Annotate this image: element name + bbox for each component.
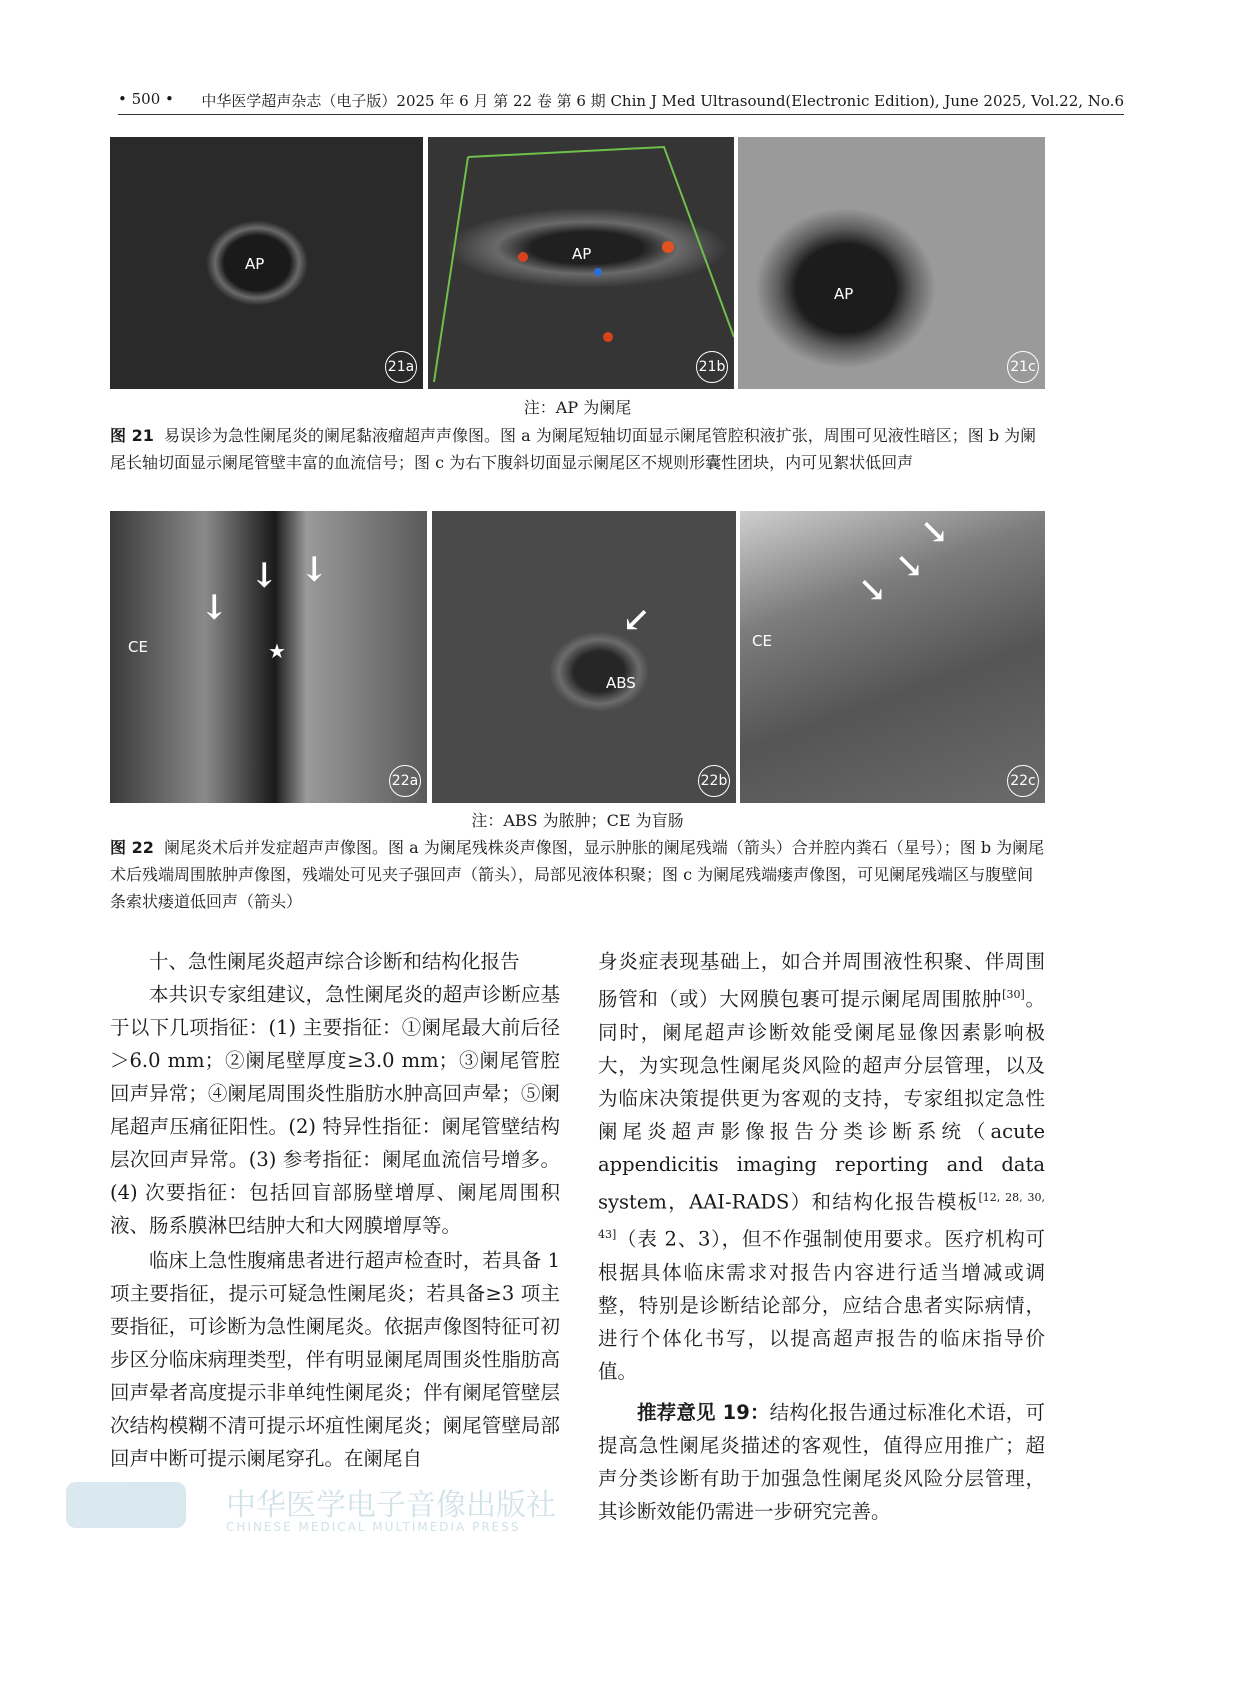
panel-label: AP [245, 255, 265, 273]
page-number: • 500 • [118, 90, 174, 108]
panel-badge: 22a [389, 765, 421, 797]
figure-21b [428, 137, 734, 389]
left-column [110, 945, 560, 1475]
watermark-cn: 中华医学电子音像出版社 [226, 1488, 556, 1523]
arrow-icon: ↓ [250, 556, 279, 596]
recommendation-text: 结构化报告通过标准化术语，可提高急性阑尾炎描述的客观性，值得应用推广；超声分类诊断有助于加强急性阑尾炎风险分层管理，其诊断效能仍需进一步研究完善。 [598, 1400, 1045, 1523]
panel-badge: 22c [1007, 765, 1039, 797]
panel-badge: 21b [696, 351, 728, 383]
panel-label: AP [572, 245, 592, 263]
section-heading: 十、急性阑尾炎超声综合诊断和结构化报告 [149, 950, 520, 973]
arrow-icon: ↙ [622, 600, 651, 640]
paragraph: 本共识专家组建议，急性阑尾炎的超声诊断应基于以下几项指征：(1) 主要指征：①阑尾最大前后径＞6.0 mm；②阑尾壁厚度≥3.0 mm；③阑尾管腔回声异常；④阑尾周围炎性脂肪水肿高回声晕；⑤阑尾超声压痛征阳性。(2) 特异性指征：阑尾管壁结构层次回声异常。(3) 参考指征：阑尾血流信号增多。(4) 次要指征：包括回盲部肠壁增厚、阑尾周围积液、肠系膜淋巴结肿大和大网膜增厚等。 [110, 983, 560, 1237]
star-icon: ★ [268, 639, 286, 663]
publisher-watermark [66, 1474, 566, 1544]
arrow-icon: ↘ [920, 512, 949, 552]
figure-22a [110, 511, 427, 803]
figure-22c [740, 511, 1045, 803]
arrow-icon: ↘ [895, 546, 924, 586]
journal-citation: 中华医学超声杂志（电子版）2025 年 6 月 第 22 卷 第 6 期 Chin J Med Ultrasound(Electronic Edition), June 2025, Vol.22, No.6 [201, 92, 1124, 110]
panel-label: AP [834, 285, 854, 303]
figure-21c [738, 137, 1045, 389]
right-column [598, 945, 1045, 1528]
figure-22b [432, 511, 736, 803]
arrow-icon: ↓ [200, 588, 229, 628]
caption-text: 阑尾炎术后并发症超声声像图。图 a 为阑尾残株炎声像图，显示肿胀的阑尾残端（箭头）合并腔内粪石（星号）；图 b 为阑尾术后残端周围脓肿声像图，残端处可见夹子强回声（箭头），局部见液体积聚；图 c 为阑尾残端瘘声像图，可见阑尾残端区与腹壁间条索状瘘道低回声（箭头） [110, 838, 1045, 911]
panel-badge: 21c [1007, 351, 1039, 383]
watermark-en: CHINESE MEDICAL MULTIMEDIA PRESS [226, 1520, 521, 1534]
figure-21-caption [110, 422, 1045, 476]
panel-label: CE [752, 632, 772, 650]
paragraph: 身炎症表现基础上，如合并周围液性积聚、伴周围肠管和（或）大网膜包裹可提示阑尾周围脓肿[30]。同时，阑尾超声诊断效能受阑尾显像因素影响极大，为实现急性阑尾炎风险的超声分层管理，以及为临床决策提供更为客观的支持，专家组拟定急性阑尾炎超声影像报告分类诊断系统（acute appendicitis imaging reporting and data system，AAI-RADS）和结构化报告模板[12, 28, 30, 43]（表 2、3），但不作强制使用要求。医疗机构可根据具体临床需求对报告内容进行适当增减或调整，特别是诊断结论部分，应结合患者实际病情，进行个体化书写，以提高超声报告的临床指导价值。 [598, 950, 1045, 1383]
panel-label: CE [128, 638, 148, 656]
panel-label: ABS [606, 674, 636, 692]
figure-21-note: 注：AP 为阑尾 [523, 398, 632, 417]
figure-21a [110, 137, 423, 389]
publisher-logo [66, 1482, 186, 1528]
running-header [118, 88, 1124, 115]
caption-title: 图 22 [110, 838, 154, 857]
doppler-sector-outline [428, 137, 734, 389]
recommendation [598, 1396, 1045, 1528]
panel-badge: 22b [698, 765, 730, 797]
recommendation-label: 推荐意见 19： [637, 1400, 770, 1424]
arrow-icon: ↓ [300, 550, 329, 590]
citation: [12, 28, 30, 43] [598, 1190, 1045, 1241]
figure-22-note: 注：ABS 为脓肿；CE 为盲肠 [471, 811, 684, 830]
paragraph: 临床上急性腹痛患者进行超声检查时，若具备 1 项主要指征，提示可疑急性阑尾炎；若具备≥3 项主要指征，可诊断为急性阑尾炎。依据声像图特征可初步区分临床病理类型，伴有明显阑尾周围炎性脂肪高回声晕者高度提示非单纯性阑尾炎；伴有阑尾管壁层次结构模糊不清可提示坏疽性阑尾炎；阑尾管壁局部回声中断可提示阑尾穿孔。在阑尾自 [110, 1249, 560, 1470]
caption-text: 易误诊为急性阑尾炎的阑尾黏液瘤超声声像图。图 a 为阑尾短轴切面显示阑尾管腔积液扩张，周围可见液性暗区；图 b 为阑尾长轴切面显示阑尾管壁丰富的血流信号；图 c 为右下腹斜切面显示阑尾区不规则形囊性团块，内可见絮状低回声 [110, 426, 1037, 472]
citation: [30] [1002, 988, 1025, 1001]
panel-badge: 21a [385, 351, 417, 383]
arrow-icon: ↘ [858, 570, 887, 610]
caption-title: 图 21 [110, 426, 154, 445]
figure-22-caption [110, 834, 1045, 915]
